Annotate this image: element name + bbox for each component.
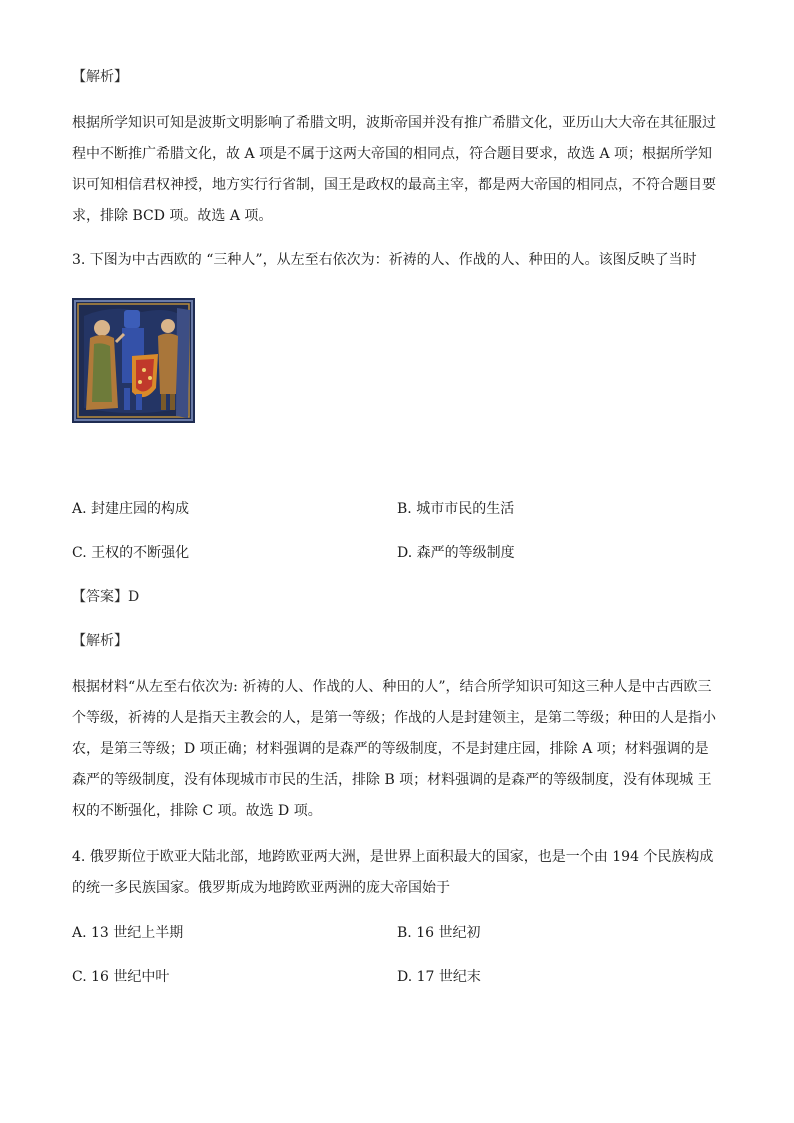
analysis-text: 根据所学知识可知是波斯文明影响了希腊文明，波斯帝国并没有推广希腊文化，亚历山大大帝在其征服过程中不断推广希腊文化，故 A 项是不属于这两大帝国的相同点，符合题目要求，故选 A 项；根据所学知识可知相信君权神授，地方实行行省制，国王是政权的最高主宰，都是两大帝国的相同点，不符合题目要求，排除 BCD 项。故选 A 项。: [72, 115, 716, 224]
answer-line: 【答案】D: [72, 589, 140, 605]
question-4-stem: 4. 俄罗斯位于欧亚大陆北部，地跨欧亚两大洲，是世界上面积最大的国家，也是一个由 194 个民族构成的统一多民族国家。俄罗斯成为地跨欧亚两洲的庞大帝国始于: [72, 849, 714, 896]
medieval-three-orders-illustration: [72, 298, 195, 423]
option-a: A. 13 世纪上半期: [72, 925, 184, 941]
option-d: D. 17 世纪末: [397, 969, 481, 985]
option-b: B. 城市市民的生活: [397, 501, 515, 517]
option-d: D. 森严的等级制度: [397, 545, 515, 561]
analysis-heading: 【解析】: [72, 633, 128, 649]
option-a: A. 封建庄园的构成: [72, 501, 190, 517]
option-b: B. 16 世纪初: [397, 925, 481, 941]
analysis-heading: 【解析】: [72, 69, 128, 85]
analysis-text: 根据材料“从左至右依次为: 祈祷的人、作战的人、种田的人”，结合所学知识可知这三种人是中古西欧三个等级，祈祷的人是指天主教会的人，是第一等级；作战的人是封建领主，是第二等级；种田的人是指小农，是第三等级；D 项正确；材料强调的是森严的等级制度，不是封建庄园，排除 A 项；材料强调的是森严的等级制度，没有体现城市市民的生活，排除 B 项；材料强调的是森严的等级制度，没有体现城 王权的不断强化，排除 C 项。故选 D 项。: [72, 679, 716, 819]
option-c: C. 王权的不断强化: [72, 545, 190, 561]
option-c: C. 16 世纪中叶: [72, 969, 170, 985]
question-3-stem: 3. 下图为中古西欧的 “三种人”，从左至右依次为：祈祷的人、作战的人、种田的人。该图反映了当时: [72, 252, 697, 268]
